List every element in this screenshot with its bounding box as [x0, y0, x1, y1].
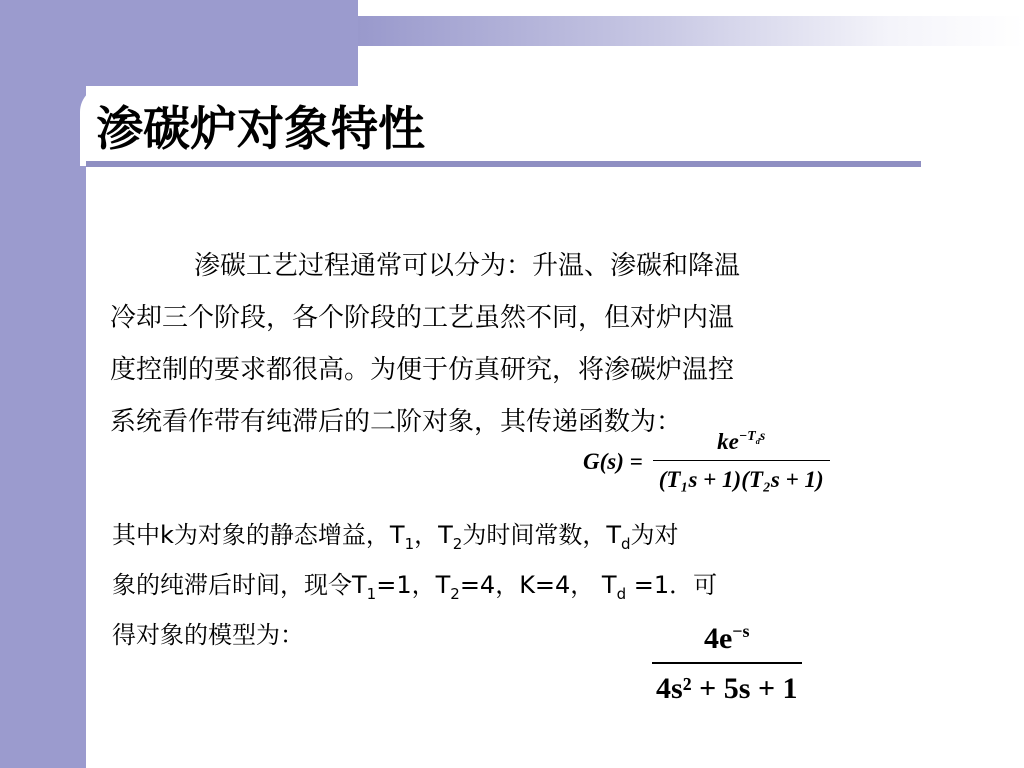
- subscript: d: [621, 534, 631, 553]
- formula-fraction: [653, 426, 830, 497]
- numerator-base: 4e: [703, 622, 733, 655]
- slide-title: 渗碳炉对象特性: [96, 102, 425, 157]
- top-gradient-bar: [358, 16, 1024, 46]
- formula-denominator: (T₁s + 1)(T₂s + 1): [658, 467, 824, 492]
- parameter-paragraph: [112, 510, 932, 660]
- left-decor-band: [0, 0, 86, 768]
- subscript: 2: [452, 534, 463, 553]
- paragraph-line: 度控制的要求都很高。为便于仿真研究，将渗碳炉温控: [110, 355, 735, 385]
- exponent-subscript: d: [755, 437, 760, 447]
- formula-fraction: [652, 618, 802, 712]
- intro-paragraph: [110, 240, 930, 448]
- numerator-exponent: [738, 428, 766, 447]
- exponent-text: −T: [738, 428, 756, 444]
- subscript: 1: [404, 534, 415, 553]
- formula-numerator: [711, 426, 771, 460]
- subscript: d: [616, 584, 627, 603]
- text-run: =4，K=4， T: [459, 571, 617, 599]
- paragraph-line: 冷却三个阶段，各个阶段的工艺虽然不同，但对炉内温: [110, 303, 735, 333]
- text-run: =1，T: [376, 571, 451, 599]
- paragraph-line: 渗碳工艺过程通常可以分为：升温、渗碳和降温: [194, 251, 741, 281]
- numerator-exponent: −s: [732, 621, 750, 641]
- formula-denominator: 4s² + 5s + 1: [656, 672, 798, 705]
- numerator-base: ke: [717, 429, 739, 454]
- text-run: 其中k为对象的静态增益，T: [112, 521, 405, 549]
- paragraph-line: 得对象的模型为：: [112, 621, 304, 649]
- text-run: =1．可: [626, 571, 718, 599]
- subscript: 1: [366, 584, 377, 603]
- paragraph-line: [112, 560, 932, 610]
- text-run: 为时间常数，T: [462, 521, 621, 549]
- exponent-tail: s: [759, 428, 766, 444]
- model-formula: [652, 618, 802, 712]
- paragraph-line: 系统看作带有纯滞后的二阶对象，其传递函数为：: [110, 407, 683, 437]
- formula-lhs: G(s) =: [583, 448, 643, 474]
- text-run: 为对: [630, 521, 679, 549]
- text-run: ，T: [414, 521, 453, 549]
- transfer-function-formula: [583, 426, 830, 497]
- subscript: 2: [450, 584, 460, 603]
- top-decor-block: [86, 0, 358, 86]
- title-underline: [86, 161, 921, 167]
- text-run: 象的纯滞后时间，现令T: [112, 571, 367, 599]
- paragraph-line: [112, 510, 932, 560]
- formula-numerator: [698, 618, 756, 662]
